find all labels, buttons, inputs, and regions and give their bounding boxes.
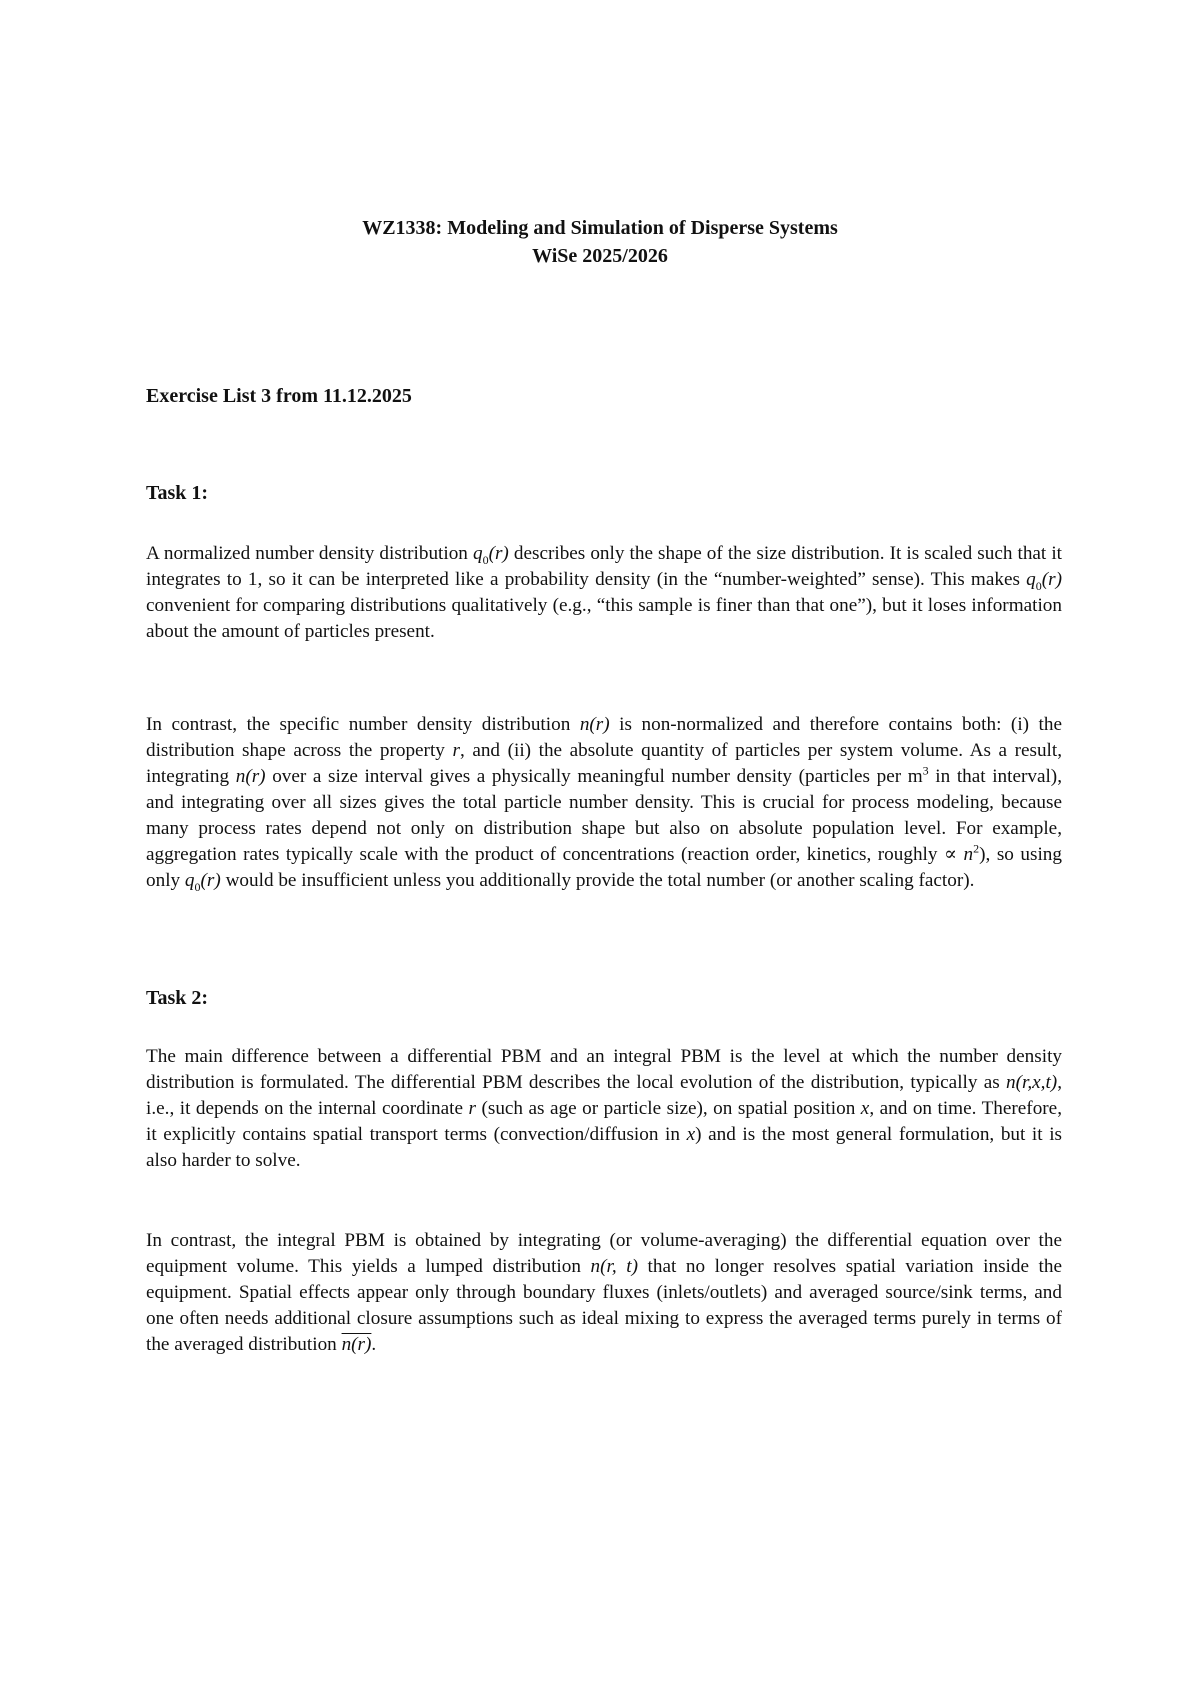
task1-paragraph-2: In contrast, the specific number density distribution n(r) is non-normalized and therefore contains both: (i) the distribution shape across the property r, and (ii) the absolute quantity of particles per system volume. As a result, integrating n(r) over a size interval gives a physically meaningful number density (particles per $m^3$ in that interval), and integrating over all sizes gives the total particle number density. This is crucial for process modeling, because many process rates depend not only on distribution shape but also on absolute population level. For example, aggregation rates typically scale with the product of concentrations (reaction order, kinetics, roughly ∝ $n^2$), so using only $q_0(r)$ would be insufficient unless you additionally provide the total number (or another scaling factor). — [146, 714, 1063, 894]
task1-heading: Task 1: — [146, 482, 209, 504]
task2-paragraph-2: In contrast, the integral PBM is obtained by integrating (or volume-averaging) the differential equation over the equipment volume. This yields a lumped distribution n(r, t) that no longer resolves spatial variation inside the equipment. Spatial effects appear only through boundary fluxes (inlets/outlets) and averaged source/sink terms, and one often needs additional closure assumptions such as ideal mixing to express the averaged terms purely in terms of the averaged distribution n(r). — [146, 1230, 1062, 1355]
term-label: WiSe 2025/2026 — [532, 245, 668, 267]
task1-paragraph-1: A normalized number density distribution $q_0(r)$ describes only the shape of the size distribution. It is scaled such that it integrates to 1, so it can be interpreted like a probability density (in the “number-weighted” sense). This makes $q_0(r)$ convenient for comparing distributions qualitatively (e.g., “this sample is finer than that one”), but it loses information about the amount of particles present. — [146, 543, 1062, 642]
document-header — [0, 214, 1200, 270]
exercise-title: Exercise List 3 from 11.12.2025 — [146, 385, 412, 407]
task2-paragraph-1: The main difference between a differential PBM and an integral PBM is the level at which the number density distribution is formulated. The differential PBM describes the local evolution of the distribution, typically as n(r,x,t), i.e., it depends on the internal coordinate r (such as age or particle size), on spatial position x, and on time. Therefore, it explicitly contains spatial transport terms (convection/diffusion in x) and is the most general formulation, but it is also harder to solve. — [146, 1046, 1062, 1171]
task2-heading: Task 2: — [146, 987, 209, 1009]
course-title: WZ1338: Modeling and Simulation of Disperse Systems — [362, 217, 838, 239]
